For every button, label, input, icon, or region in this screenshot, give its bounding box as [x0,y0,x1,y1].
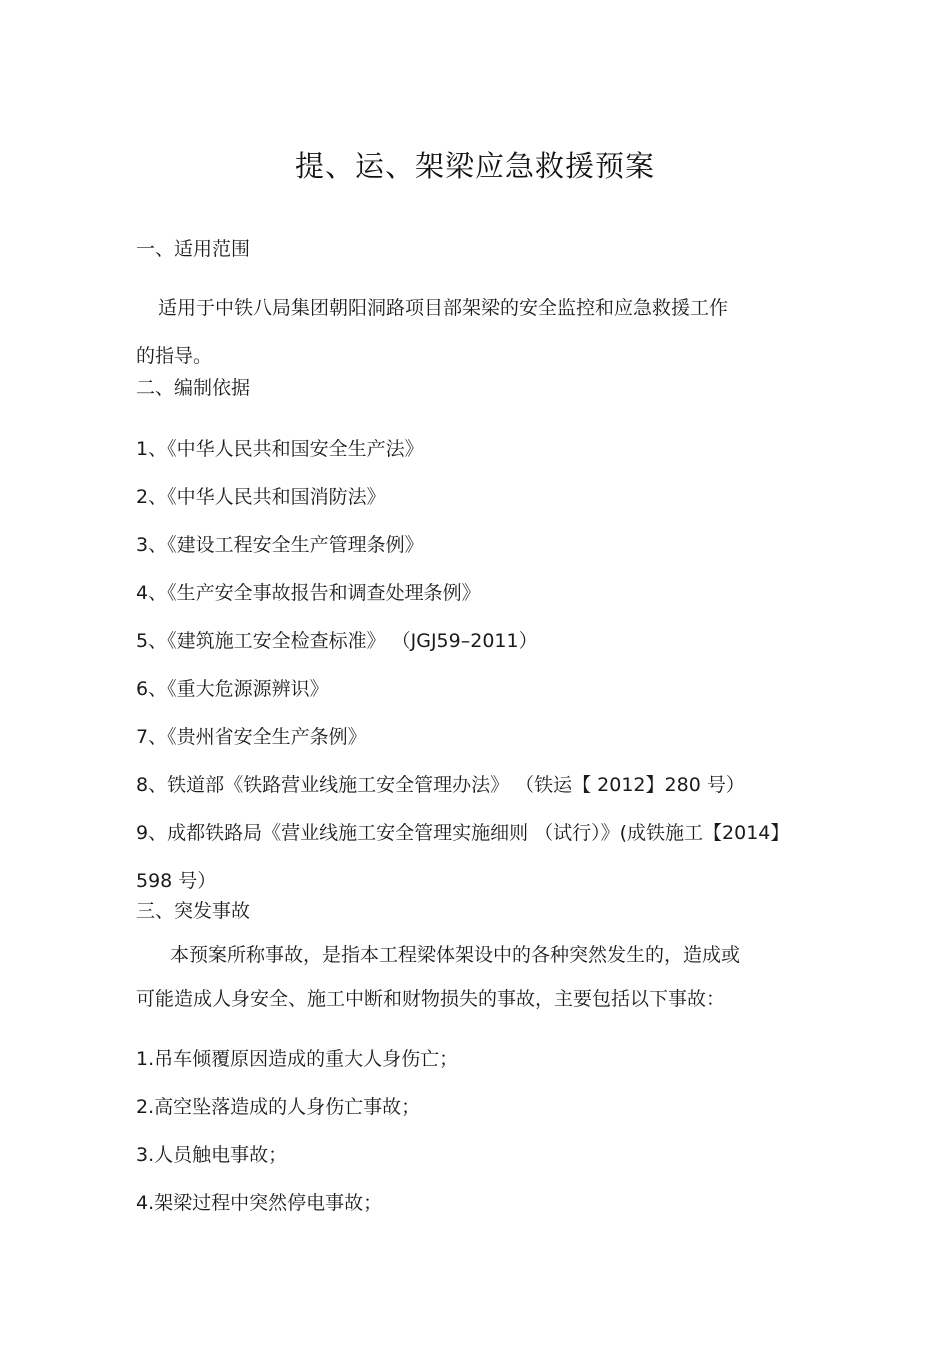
accident-item-2: 2.高空坠落造成的人身伤亡事故； [136,1096,421,1118]
basis-item-1: 1、《中华人民共和国安全生产法》 [136,438,424,460]
section-heading-accidents: 三、突发事故 [136,900,251,922]
scope-paragraph-line-1: 适用于中铁八局集团朝阳洞路项目部架梁的安全监控和应急救援工作 [158,297,729,319]
basis-item-5: 5、《建筑施工安全检查标准》 （JGJ59–2011） [136,630,538,652]
basis-item-8: 8、铁道部《铁路营业线施工安全管理办法》 （铁运【 2012】280 号） [136,774,745,796]
accidents-paragraph-line-2: 可能造成人身安全、施工中断和财物损失的事故，主要包括以下事故： [136,988,726,1010]
scope-paragraph-line-2: 的指导。 [136,345,213,367]
basis-item-6: 6、《重大危源源辨识》 [136,678,329,700]
basis-item-7: 7、《贵州省安全生产条例》 [136,726,367,748]
document-title: 提、运、架梁应急救援预案 [294,149,655,183]
accident-item-3: 3.人员触电事故； [136,1144,288,1166]
accidents-paragraph-line-1: 本预案所称事故，是指本工程梁体架设中的各种突然发生的，造成或 [170,944,741,966]
section-heading-scope: 一、适用范围 [136,238,251,260]
basis-item-9-continued: 598 号） [136,870,217,892]
accident-item-4: 4.架梁过程中突然停电事故； [136,1192,383,1214]
basis-item-9: 9、成都铁路局《营业线施工安全管理实施细则 （试行）》(成铁施工【2014】 [136,822,790,844]
accident-item-1: 1.吊车倾覆原因造成的重大人身伤亡； [136,1048,459,1070]
basis-item-4: 4、《生产安全事故报告和调查处理条例》 [136,582,481,604]
section-heading-basis: 二、编制依据 [136,377,251,399]
basis-item-2: 2、《中华人民共和国消防法》 [136,486,386,508]
basis-item-3: 3、《建设工程安全生产管理条例》 [136,534,424,556]
